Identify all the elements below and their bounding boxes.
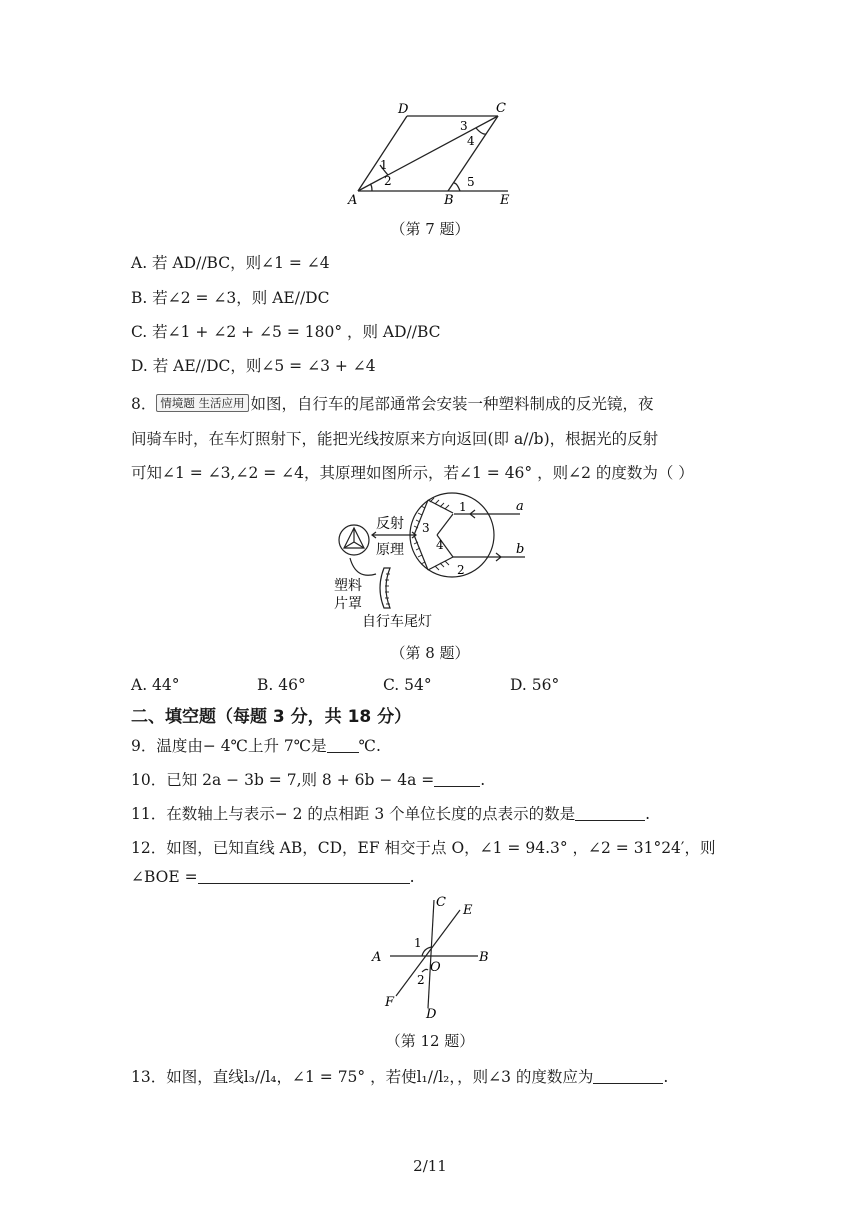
fig8-plastic-label-1: 塑料	[334, 578, 362, 594]
fig7-label-D: D	[398, 102, 409, 117]
fig7-label-E: E	[500, 193, 510, 208]
figure-8-reflector	[330, 490, 540, 630]
fig8-angle-2: 2	[457, 563, 465, 577]
q9-blank[interactable]	[327, 738, 359, 753]
q8-line2: 间骑车时，在车灯照射下，能把光线按原来方向返回(即 a//b)，根据光的反射	[131, 430, 659, 448]
q8-line3: 可知∠1 = ∠3,∠2 = ∠4，其原理如图所示，若∠1 = 46° ，则∠2 的度数为（ ）	[131, 464, 694, 482]
q8-choice-b: B. 46°	[257, 676, 306, 694]
q8-choice-d: D. 56°	[510, 676, 560, 694]
q12-blank[interactable]	[198, 869, 410, 884]
q7-option-b: B. 若∠2 = ∠3，则 AE//DC	[131, 289, 330, 307]
fig12-label-C: C	[436, 895, 446, 910]
fig8-angle-4: 4	[436, 538, 444, 552]
q8-choice-c: C. 54°	[383, 676, 432, 694]
fig12-angle-2: 2	[417, 973, 425, 987]
q7-option-a: A. 若 AD//BC，则∠1 = ∠4	[131, 254, 330, 272]
q8-choice-a: A. 44°	[131, 676, 180, 694]
q12-text: ∠BOE =	[131, 868, 198, 886]
q12-line2	[131, 868, 415, 886]
fig7-angle-5: 5	[467, 175, 475, 189]
fig12-label-F: F	[385, 995, 395, 1010]
q10-text: 10．已知 2a − 3b = 7,则 8 + 6b − 4a =	[131, 771, 435, 789]
figure-12-intersecting-lines	[360, 892, 500, 1022]
q13	[131, 1065, 668, 1087]
fig7-label-C: C	[496, 101, 506, 116]
q10-end: .	[480, 771, 486, 789]
q9-unit: ℃.	[358, 737, 381, 755]
q11-blank[interactable]	[575, 806, 645, 821]
fig12-caption: （第 12 题）	[385, 1032, 475, 1050]
q10-blank[interactable]	[434, 772, 480, 787]
fig7-angle-3: 3	[460, 119, 468, 133]
fig12-label-A: A	[372, 950, 382, 965]
fig12-label-O: O	[430, 960, 441, 975]
fig8-ray-b: b	[516, 542, 525, 557]
q11-text: 11．在数轴上与表示− 2 的点相距 3 个单位长度的点表示的数是	[131, 805, 576, 823]
q12-end: .	[409, 868, 415, 886]
fig12-angle-1: 1	[414, 936, 422, 950]
q8-tag: 情境题 生活应用	[156, 394, 248, 412]
fig8-angle-1: 1	[459, 500, 467, 514]
q9	[131, 734, 381, 756]
fig12-label-E: E	[463, 903, 473, 918]
fig12-label-D: D	[426, 1007, 437, 1022]
section-2-heading: 二、填空题（每题 3 分，共 18 分）	[131, 707, 412, 727]
fig7-label-B: B	[444, 193, 454, 208]
fig8-principle-label: 原理	[376, 542, 404, 558]
fig8-angle-3: 3	[422, 521, 430, 535]
fig8-taillight-label: 自行车尾灯	[362, 614, 432, 630]
q7-option-c: C. 若∠1 + ∠2 + ∠5 = 180° ，则 AD//BC	[131, 323, 441, 341]
fig7-label-A: A	[348, 193, 358, 208]
q13-end: .	[663, 1068, 669, 1086]
q8-line1	[131, 392, 654, 414]
q9-text: 9．温度由− 4℃上升 7℃是	[131, 737, 327, 755]
q11-end: .	[645, 805, 651, 823]
fig8-reflect-label: 反射	[376, 516, 404, 532]
q8-number: 8．	[131, 395, 157, 413]
q10	[131, 768, 485, 790]
q13-blank[interactable]	[593, 1069, 663, 1084]
q11	[131, 802, 650, 824]
fig12-label-B: B	[479, 950, 489, 965]
fig8-caption: （第 8 题）	[390, 644, 470, 662]
fig7-angle-2: 2	[384, 174, 392, 188]
fig7-angle-1: 1	[380, 158, 388, 172]
q8-text-1: 如图，自行车的尾部通常会安装一种塑料制成的反光镜，夜	[250, 395, 654, 413]
fig7-angle-4: 4	[467, 134, 475, 148]
fig8-ray-a: a	[516, 499, 524, 514]
page-number: 2/11	[413, 1157, 447, 1175]
q7-option-d: D. 若 AE//DC，则∠5 = ∠3 + ∠4	[131, 357, 376, 375]
fig7-caption: （第 7 题）	[390, 220, 470, 238]
fig8-plastic-label-2: 片罩	[334, 596, 362, 612]
figure-7-parallelogram	[340, 95, 520, 210]
q13-text: 13．如图，直线l₃//l₄，∠1 = 75° ，若使l₁//l₂，，则∠3 的度数应为	[131, 1068, 594, 1086]
q12-line1: 12．如图，已知直线 AB，CD，EF 相交于点 O，∠1 = 94.3° ，∠2 = 31°24′，则	[131, 839, 716, 857]
